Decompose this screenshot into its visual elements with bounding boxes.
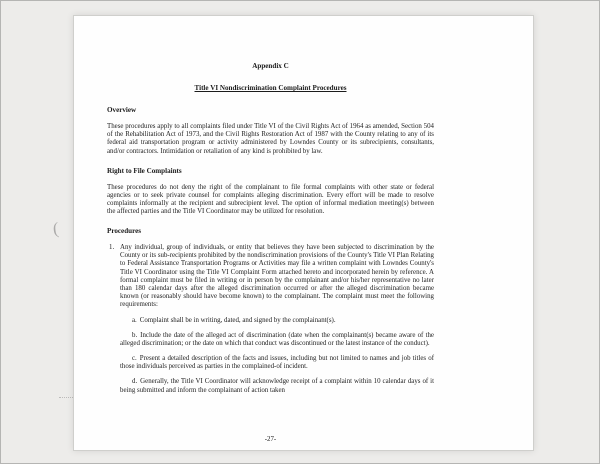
page-number: -27-	[264, 436, 277, 443]
procedure-item-1	[107, 244, 434, 309]
document-content	[107, 62, 434, 432]
procedure-subitem-d	[120, 378, 434, 394]
appendix-heading: Appendix C	[252, 62, 289, 70]
procedure-subitem-c	[120, 355, 434, 371]
subitem-b-text: Include the date of the alleged act of discrimination (date when the complainant(s) became aware of the alleged discrimination; or the date on which that conduct was discontinued or the latest instance of the conduct).	[120, 332, 434, 348]
subitem-a-text: Complaint shall be in writing, dated, and signed by the complainant(s).	[139, 316, 336, 324]
subitem-d-label: d.	[132, 378, 138, 386]
procedure-subitem-a	[120, 317, 434, 325]
document-page	[73, 15, 534, 451]
procedure-item-1-number: 1.	[109, 244, 115, 252]
procedure-subitem-b	[120, 332, 434, 348]
overview-heading: Overview	[107, 106, 137, 115]
pencil-mark-icon: (	[51, 218, 60, 239]
right-to-file-paragraph: These procedures do not deny the right of the complainant to file formal complaints with other state or federal agencies or to seek private counsel for complaints alleging discrimination. Every effort will be made to resolve complaints informally at the recipient and subrecipient level. The option of informal mediation meeting(s) between the affected parties and the Title VI Coordinator may be utilized for resolution.	[107, 183, 434, 216]
overview-paragraph: These procedures apply to all complaints filed under Title VI of the Civil Rights Act of 1964 as amended, Section 504 of the Rehabilitation Act of 1973, and the Civil Rights Restoration Act of 1987 with the County relating to any of its federal aid transportation program or activity administered by Lowndes County or its subrecipients, consultants, and/or contractors. Intimidation or retaliation of any kind is prohibited by law.	[107, 123, 434, 155]
subitem-a-label: a.	[132, 316, 137, 324]
subitem-c-text: Present a detailed description of the facts and issues, including but not limited to names and job titles of those individuals perceived as parties in the complained-of incident.	[120, 355, 434, 371]
procedure-item-1-text: Any individual, group of individuals, or entity that believes they have been subjected to discrimination by the County or its sub-recipients prohibited by the nondiscrimination provisions of the County's Title VI Plan Relating to Federal Assistance Transportation Programs or Activities may file a written complaint with Lowndes County's Title VI Coordinator using the Title VI Complaint Form attached hereto and incorporated herein by reference. A formal complaint must be filed in writing or in person by the complainant and/or his/her representative no later than 180 calendar days after the alleged discrimination occurred or after the alleged discrimination became known (or reasonably should have become known) to the complainant. The complaint must meet the following requirements:	[120, 244, 434, 308]
subitem-d-text: Generally, the Title VI Coordinator will acknowledge receipt of a complaint within 10 calendar days of it being submitted and inform the complainant of action taken	[120, 378, 434, 394]
document-title: Title VI Nondiscrimination Complaint Procedures	[194, 84, 347, 93]
subitem-b-label: b.	[132, 332, 138, 340]
procedures-heading: Procedures	[107, 227, 142, 236]
right-to-file-heading: Right to File Complaints	[107, 166, 182, 175]
subitem-c-label: c.	[132, 355, 137, 363]
